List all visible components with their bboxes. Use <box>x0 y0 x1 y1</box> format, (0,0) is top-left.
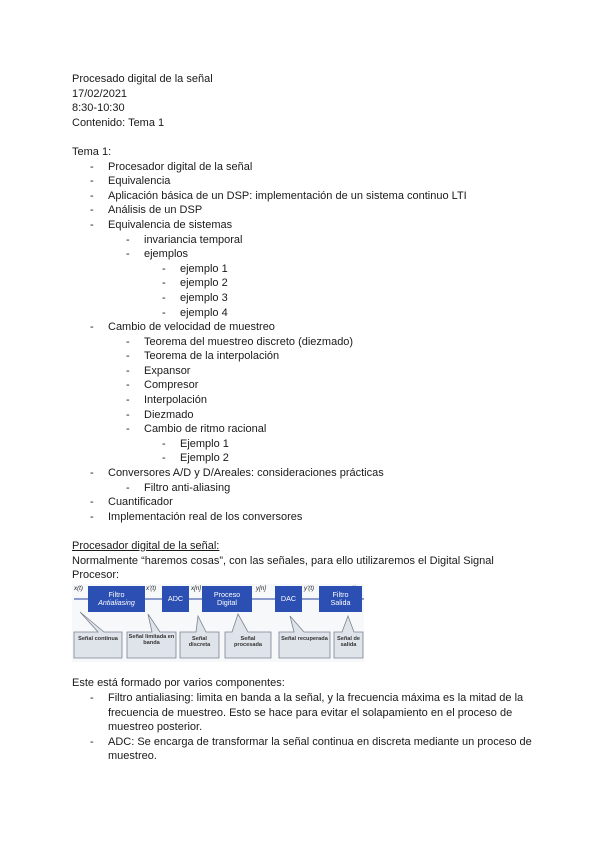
block-label: Salida <box>330 597 351 607</box>
outline-sublist <box>108 481 532 496</box>
section-intro: Normalmente “haremos cosas”, con las señales, para ello utilizaremos el Digital Signal Procesor: <box>72 554 494 582</box>
signal-label: x'(t) <box>146 584 157 592</box>
signal-caption: Señal recuperada <box>281 635 328 642</box>
outline-subitem: - Diezmado <box>108 408 532 423</box>
block-label: ADC <box>167 593 184 603</box>
signal-caption: Señal continua <box>78 635 118 642</box>
doc-time: 8:30-10:30 <box>72 102 125 115</box>
outline-subitem: - Filtro anti-aliasing <box>108 481 532 496</box>
outline-subitem <box>108 422 532 466</box>
section-heading: Procesador digital de la señal: <box>72 540 220 552</box>
outline-subsubitem: - Ejemplo 1 <box>144 437 532 452</box>
outline-item: - Cuantificador <box>72 495 532 510</box>
outline-subitem: - invariancia temporal <box>108 233 532 248</box>
antialiasing-filter-block <box>88 586 145 612</box>
outline-item <box>72 218 532 320</box>
signal-caption: Señal discreta <box>188 635 211 649</box>
outline-subitem-label: ejemplos <box>144 248 189 261</box>
outline-subitem: - Expansor <box>108 364 532 379</box>
block-label: Filtro <box>332 589 349 599</box>
outline-subsublist <box>144 437 532 466</box>
signal-caption: Señal limitada en banda <box>128 633 175 647</box>
outline-item: - Implementación real de los conversores <box>72 510 532 525</box>
document-page <box>72 72 532 764</box>
outline-subsubitem: - ejemplo 1 <box>144 262 532 277</box>
outline-subitem: - Interpolación <box>108 393 532 408</box>
output-filter-block <box>319 586 362 612</box>
adc-block <box>162 586 189 612</box>
outline-item-label: Equivalencia de sistemas <box>108 218 233 231</box>
outline-list <box>72 160 532 525</box>
component-item: - ADC: Se encarga de transformar la señal continua en discreta mediante un proceso de muestreo. <box>72 735 532 764</box>
outline-sublist <box>108 335 532 466</box>
outline-item: - Equivalencia <box>72 174 532 189</box>
signal-label: y[n] <box>256 584 266 592</box>
outline-subsubitem: - ejemplo 3 <box>144 291 532 306</box>
outline-subsubitem: - ejemplo 4 <box>144 306 532 321</box>
spacer <box>72 524 532 539</box>
components-list <box>72 691 532 764</box>
signal-label: y'(t) <box>304 584 315 592</box>
dsp-block-diagram <box>72 584 364 662</box>
outline-subitem: - Teorema de la interpolación <box>108 349 532 364</box>
outline-subitem: - Teorema del muestreo discreto (diezmado) <box>108 335 532 350</box>
block-label: DAC <box>280 593 297 603</box>
block-label: Antialiasing <box>98 597 135 607</box>
components-intro: Este está formado por varios componentes: <box>72 677 285 690</box>
outline-heading: Tema 1: <box>72 145 112 158</box>
doc-date: 17/02/2021 <box>72 87 128 100</box>
spacer <box>72 662 532 677</box>
dac-block <box>275 586 302 612</box>
outline-item <box>72 466 532 495</box>
outline-item-label: Conversores A/D y D/Areales: consideraciones prácticas <box>108 467 384 480</box>
outline-subsublist <box>144 262 532 320</box>
outline-subitem-label: Cambio de ritmo racional <box>144 423 267 436</box>
outline-subitem: - Compresor <box>108 378 532 393</box>
outline-item: - Procesador digital de la señal <box>72 160 532 175</box>
signal-caption: Señal procesada <box>234 635 262 649</box>
outline-item: - Aplicación básica de un DSP: implementación de un sistema continuo LTI <box>72 189 532 204</box>
digital-process-block <box>202 586 252 612</box>
spacer <box>72 130 532 145</box>
signal-label: x[n] <box>191 584 201 592</box>
outline-item-label: Cambio de velocidad de muestreo <box>108 321 275 334</box>
component-item: - Filtro antialiasing: limita en banda a la señal, y la frecuencia máxima es la mitad de la frecuencia de muestreo. Esto se hace para evitar el solapamiento en el proceso de muestreo posterior. <box>72 691 532 735</box>
signal-label: x(t) <box>74 584 83 592</box>
block-label: Filtro <box>108 589 125 599</box>
signal-caption: Señal de salida <box>336 635 360 649</box>
block-label: Digital <box>217 597 237 607</box>
outline-subsubitem: - ejemplo 2 <box>144 276 532 291</box>
outline-sublist <box>108 233 532 321</box>
doc-title: Procesado digital de la señal <box>72 73 213 85</box>
outline-subitem <box>108 247 532 320</box>
outline-subsubitem: - Ejemplo 2 <box>144 451 532 466</box>
block-label: Proceso <box>213 589 241 599</box>
outline-item <box>72 320 532 466</box>
doc-contents: Contenido: Tema 1 <box>72 116 165 129</box>
outline-item: - Análisis de un DSP <box>72 203 532 218</box>
